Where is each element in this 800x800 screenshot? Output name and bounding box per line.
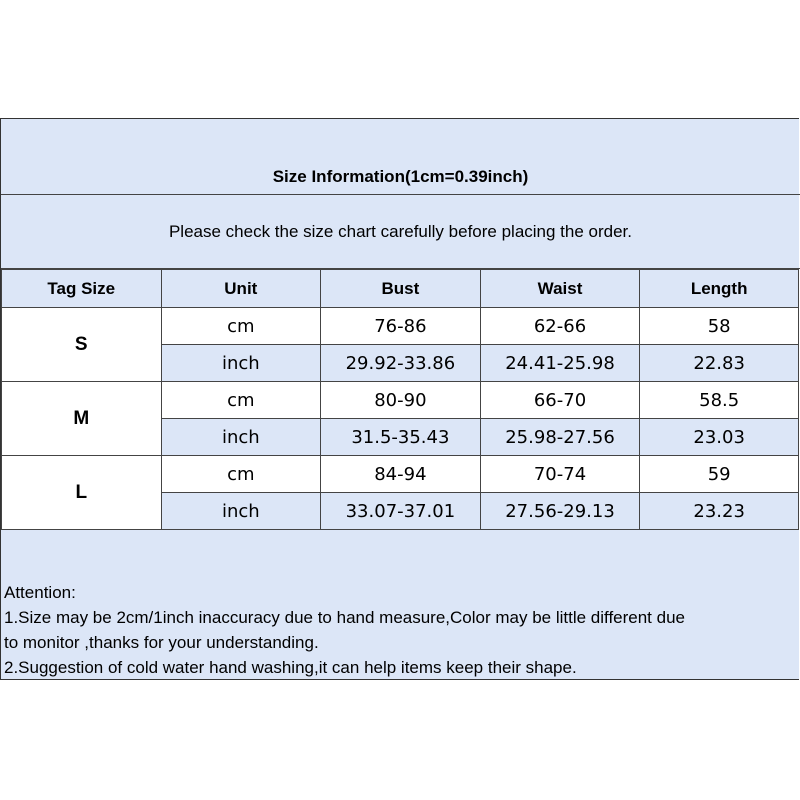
note-band (1, 195, 800, 269)
tag-size-s: S (2, 308, 162, 382)
unit-cell: cm (161, 308, 321, 345)
table-row (2, 382, 799, 419)
waist-cell: 25.98-27.56 (480, 419, 640, 456)
attention-line: to monitor ,thanks for your understanding. (4, 633, 319, 652)
tag-size-l: L (2, 456, 162, 530)
bust-cell: 76-86 (321, 308, 481, 345)
column-header-waist: Waist (480, 270, 640, 308)
bust-cell: 80-90 (321, 382, 481, 419)
waist-cell: 66-70 (480, 382, 640, 419)
unit-cell: cm (161, 456, 321, 493)
order-note: Please check the size chart carefully before placing the order. (168, 221, 633, 241)
length-cell: 59 (640, 456, 799, 493)
attention-heading: Attention: (4, 583, 76, 602)
attention-notes (4, 580, 800, 680)
waist-cell: 24.41-25.98 (480, 345, 640, 382)
table-row (2, 456, 799, 493)
table-row (2, 308, 799, 345)
column-header-bust: Bust (321, 270, 481, 308)
size-table (1, 269, 799, 530)
waist-cell: 70-74 (480, 456, 640, 493)
attention-line: 1.Size may be 2cm/1inch inaccuracy due to hand measure,Color may be little different due (4, 608, 685, 627)
length-cell: 58.5 (640, 382, 799, 419)
title-band (1, 119, 800, 195)
bust-cell: 29.92-33.86 (321, 345, 481, 382)
bust-cell: 31.5-35.43 (321, 419, 481, 456)
length-cell: 23.23 (640, 493, 799, 530)
length-cell: 58 (640, 308, 799, 345)
waist-cell: 62-66 (480, 308, 640, 345)
waist-cell: 27.56-29.13 (480, 493, 640, 530)
column-header-tag-size: Tag Size (2, 270, 162, 308)
length-cell: 23.03 (640, 419, 799, 456)
tag-size-m: M (2, 382, 162, 456)
bust-cell: 84-94 (321, 456, 481, 493)
unit-cell: cm (161, 382, 321, 419)
unit-cell: inch (161, 345, 321, 382)
attention-line: 2.Suggestion of cold water hand washing,it can help items keep their shape. (4, 658, 577, 677)
size-chart-title: Size Information(1cm=0.39inch) (272, 167, 529, 186)
size-chart-sheet (0, 118, 799, 680)
column-header-unit: Unit (161, 270, 321, 308)
column-header-length: Length (640, 270, 799, 308)
table-header-row (2, 270, 799, 308)
unit-cell: inch (161, 419, 321, 456)
unit-cell: inch (161, 493, 321, 530)
bust-cell: 33.07-37.01 (321, 493, 481, 530)
length-cell: 22.83 (640, 345, 799, 382)
